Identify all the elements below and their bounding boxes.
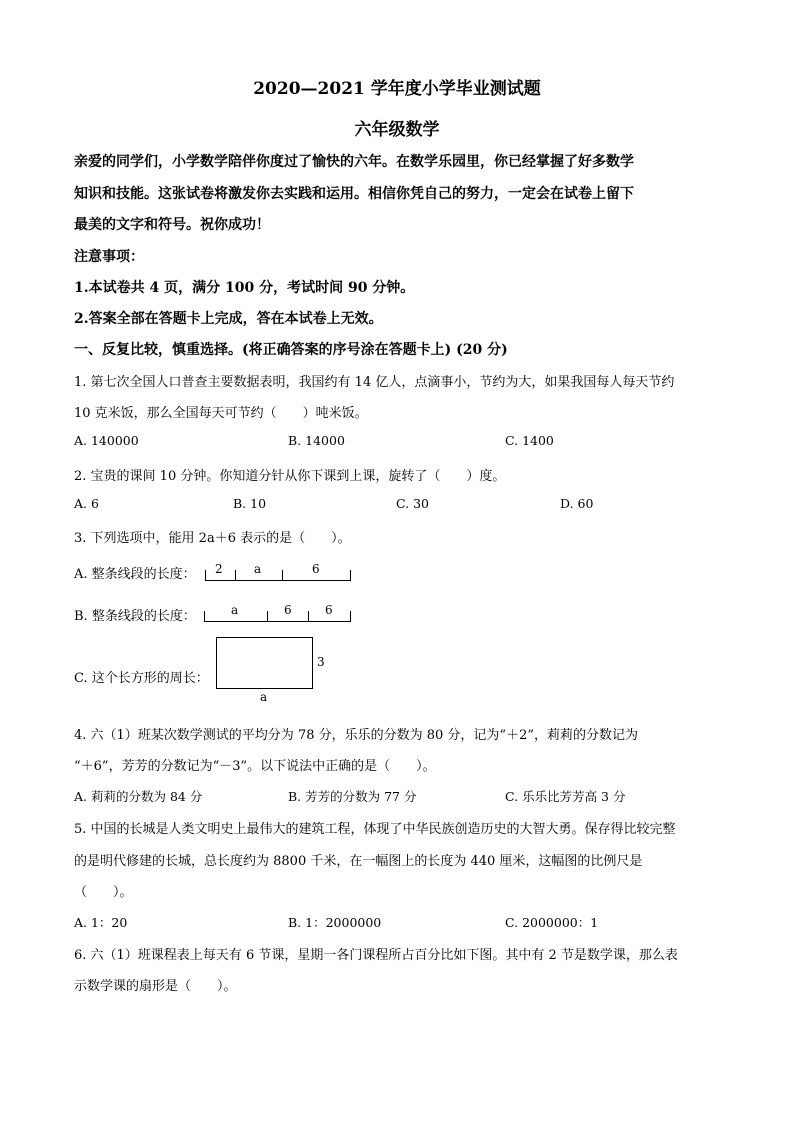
q4-stem-line-1: 4. 六（1）班某次数学测试的平均分为 78 分，乐乐的分数为 80 分，记为“＋2”，莉莉的分数记为	[74, 728, 638, 743]
rectangle-height-label: 3	[317, 655, 325, 669]
notes-heading: 注意事项：	[74, 249, 144, 265]
notes-item-2: 2.答案全部在答题卡上完成，答在本试卷上无效。	[74, 311, 383, 327]
segment-label: a	[231, 603, 239, 617]
q3-option-c-label: C. 这个长方形的周长：	[74, 671, 209, 686]
segment-tick	[235, 570, 236, 581]
q1-stem-line-2: 10 克米饭，那么全国每天可节约（ ）吨米饭。	[74, 406, 368, 421]
intro-line-1: 亲爱的同学们，小学数学陪伴你度过了愉快的六年。在数学乐园里，你已经掌握了好多数学	[74, 154, 634, 170]
q4-option-a: A. 莉莉的分数为 84 分	[74, 789, 203, 804]
q4-option-c: C. 乐乐比芳芳高 3 分	[505, 789, 626, 804]
segment-tick	[350, 570, 351, 581]
q5-option-c: C. 2000000：1	[505, 915, 599, 930]
q4-option-b: B. 芳芳的分数为 77 分	[288, 789, 417, 804]
q1-stem-line-1: 1. 第七次全国人口普查主要数据表明，我国约有 14 亿人，点滴事小，节约为大，如果我国每人每天节约	[74, 375, 675, 390]
q4-stem-line-2: “＋6”，芳芳的分数记为“－3”。以下说法中正确的是（ ）。	[74, 759, 436, 774]
q5-option-b: B. 1：2000000	[288, 915, 382, 930]
q5-stem-line-1: 5. 中国的长城是人类文明史上最伟大的建筑工程，体现了中华民族创造历史的大智大勇。保存得比较完整	[74, 822, 676, 837]
q2-option-c: C. 30	[396, 496, 429, 511]
segment-line	[205, 580, 351, 581]
exam-subtitle: 六年级数学	[354, 120, 440, 140]
q5-stem-line-3: （ ）。	[74, 885, 133, 900]
segment-label: a	[254, 562, 262, 576]
segment-label: 6	[312, 562, 320, 576]
segment-tick	[205, 570, 206, 581]
q1-option-c: C. 1400	[505, 433, 554, 448]
q2-option-b: B. 10	[233, 496, 267, 511]
segment-line	[204, 621, 351, 622]
q3-rectangle-diagram	[216, 637, 313, 689]
segment-label: 6	[325, 603, 333, 617]
segment-label: 6	[284, 603, 292, 617]
q6-stem-line-1: 6. 六（1）班课程表上每天有 6 节课，星期一各门课程所占百分比如下图。其中有 2 节是数学课，那么表	[74, 948, 678, 963]
q1-option-b: B. 14000	[288, 433, 345, 448]
q3-option-b-label: B. 整条线段的长度：	[74, 609, 196, 624]
q3-stem: 3. 下列选项中，能用 2a＋6 表示的是（ ）。	[74, 531, 351, 546]
q2-option-a: A. 6	[74, 496, 99, 511]
segment-tick	[204, 611, 205, 622]
q5-stem-line-2: 的是明代修建的长城，总长度约为 8800 千米，在一幅图上的长度为 440 厘米，这幅图的比例尺是	[74, 854, 643, 869]
notes-item-1: 1.本试卷共 4 页，满分 100 分，考试时间 90 分钟。	[74, 280, 415, 296]
q1-option-a: A. 140000	[74, 433, 139, 448]
q2-option-d: D. 60	[560, 496, 594, 511]
segment-tick	[267, 611, 268, 622]
segment-tick	[282, 570, 283, 581]
segment-label: 2	[215, 562, 223, 576]
rectangle-width-label: a	[260, 690, 268, 704]
intro-line-3: 最美的文字和符号。祝你成功！	[74, 217, 270, 233]
section1-heading: 一、反复比较，慎重选择。(将正确答案的序号涂在答题卡上) (20 分)	[74, 342, 508, 358]
exam-title: 2020—2021 学年度小学毕业测试题	[253, 79, 541, 99]
segment-tick	[350, 611, 351, 622]
intro-line-2: 知识和技能。这张试卷将激发你去实践和运用。相信你凭自己的努力，一定会在试卷上留下	[74, 186, 634, 202]
q2-stem: 2. 宝贵的课间 10 分钟。你知道分针从你下课到上课，旋转了（ ）度。	[74, 469, 506, 484]
segment-tick	[308, 611, 309, 622]
q6-stem-line-2: 示数学课的扇形是（ ）。	[74, 979, 237, 994]
q3-option-a-label: A. 整条线段的长度：	[74, 567, 196, 582]
q5-option-a: A. 1：20	[74, 915, 128, 930]
